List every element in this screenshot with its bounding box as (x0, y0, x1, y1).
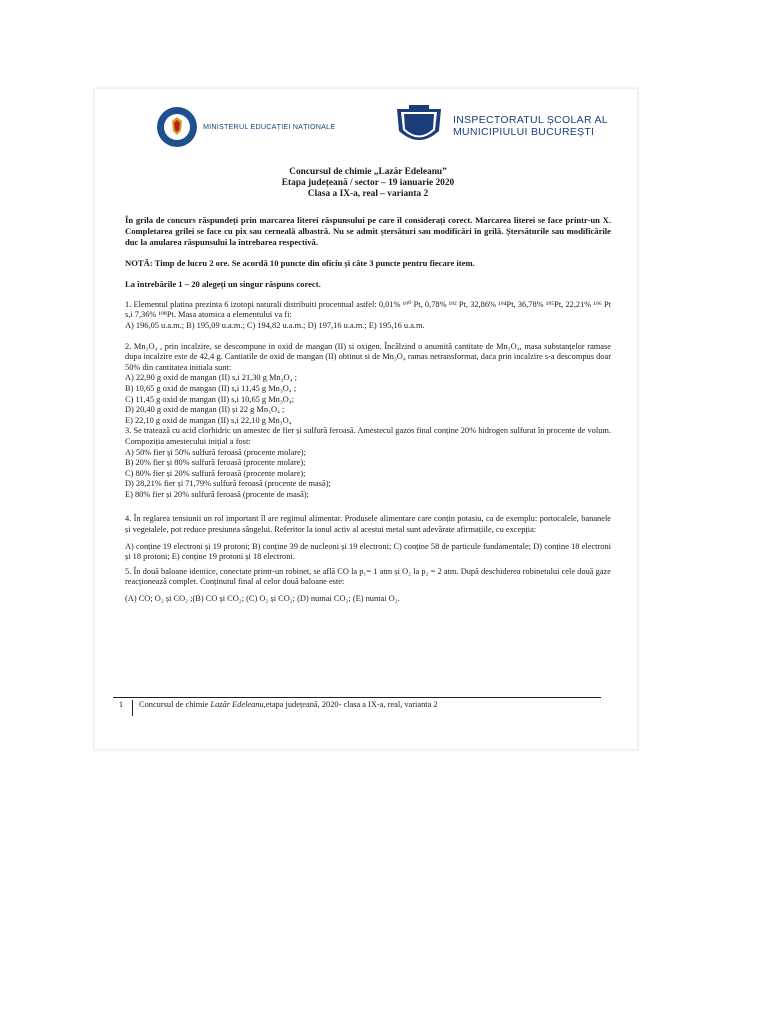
exam-class: Clasa a IX-a, real – varianta 2 (307, 189, 429, 200)
question-1-options: A) 196,05 u.a.m.; B) 195,09 u.a.m.; C) 194,82 u.a.m.; D) 197,16 u.a.m.; E) 195,16 u.a.m. (125, 320, 425, 330)
government-crest-icon (155, 105, 199, 149)
question-4-text: 4. În reglarea tensiunii un rol important îl are regimul alimentar. Produsele alimentare care conțin potasiu, ca de exemplu: portocalele, bananele și vegetalele, pot reduce presiunea sângelui. Referitor la ionul activ al acestui metal sunt adevărate afirmațiile, cu excepția: (125, 514, 611, 535)
page-content (125, 99, 611, 605)
ministry-name: MINISTERUL EDUCAȚIEI NAȚIONALE (203, 121, 336, 131)
exam-stage: Etapa județeană / sector – 19 ianuarie 2020 (281, 178, 455, 189)
instructions-paragraph: În grila de concurs răspundeți prin marcarea literei răspunsului pe care îl considerați corect. Marcarea literei se face printr-un X. Completarea grilei se face cu pix sau cerneală albastră. Nu se admit ștersături sau modificări în grilă. Ștersăturile sau modificările duc la anularea răspunsului la întrebarea respectivă. (125, 214, 611, 247)
inspectorate-line-1: INSPECTORATUL ȘCOLAR AL (453, 113, 608, 126)
question-2-option-b: B) 10,65 g oxid de mangan (II) s,i 11,45 g Mn₃O₄ ; (125, 383, 297, 393)
question-2-option-d: D) 20,40 g oxid de mangan (II) și 22 g Mn₃O₄ ; (125, 405, 285, 415)
question-1 (125, 300, 611, 332)
intro-line: La întrebările 1 – 20 alegeți un singur răspuns corect. (125, 279, 321, 290)
document-page (94, 88, 638, 750)
footer-prefix: Concursul de chimie (139, 700, 211, 709)
question-3-option-c: C) 80% fier și 20% sulfură feroasă (procente molare); (125, 468, 306, 478)
inspectorate-line-2: MUNICIPIULUI BUCUREȘTI (453, 126, 595, 138)
question-1-text: 1. Elementul platina prezinta 6 izotopi naturali distribuiti procentual astfel: 0,01% ¹⁹⁰ Pt, 0,78% ¹⁹² Pt, 32,86% ¹⁹⁴Pt, 36,78% ¹⁹⁵Pt, 22,21% ¹⁹⁶ Pt s,i 7,36% ¹⁹⁸Pt. Masa atomica a elementului va fi: (125, 299, 611, 320)
exam-heading (125, 167, 611, 201)
question-2-option-c: C) 11,45 g oxid de mangan (II) s,i 10,65 g Mn₃O₄; (125, 394, 295, 404)
question-2 (125, 342, 611, 427)
header-logos (125, 99, 611, 161)
question-3-option-d: D) 28,21% fier și 71,79% sulfură feroasă (procente de masă); (125, 479, 331, 489)
footer-suffix: ,etapa județeană, 2020- clasa a IX-a, real, varianta 2 (263, 700, 438, 709)
footer-italic: Lazăr Edeleanu (210, 700, 264, 709)
ministry-logo-block (155, 105, 335, 149)
question-5 (125, 567, 611, 605)
nota-paragraph: NOTĂ: Timp de lucru 2 ore. Se acordă 10 puncte din oficiu și câte 3 puncte pentru fiecare item. (125, 257, 475, 268)
inspectorate-name (453, 114, 608, 139)
question-3 (125, 426, 611, 500)
question-3-option-b: B) 20% fier și 80% sulfură feroasă (procente molare); (125, 458, 306, 468)
page-footer (113, 697, 601, 716)
inspectorate-logo-block (393, 103, 608, 149)
question-2-option-e: E) 22,10 g oxid de mangan (II) s,i 22,10 g Mn₃O₄ (125, 415, 292, 425)
question-2-option-a: A) 22,90 g oxid de mangan (II) s,i 21,30 g Mn₃O₄ ; (125, 373, 297, 383)
footer-text (133, 700, 438, 709)
question-5-options: (A) CO; O₂ și CO₂ ;(B) CO și CO₂; (C) O₂ și CO₂; (D) numai CO₂; (E) numai O₂. (125, 594, 400, 604)
question-4 (125, 514, 611, 562)
exam-title: Concursul de chimie „Lazăr Edeleanu” (289, 167, 447, 177)
question-3-text: 3. Se tratează cu acid clorhidric un amestec de fier și sulfură feroasă. Amestecul gazos final conține 20% hidrogen sulfurat în procente de volum. Compoziția amestecului inițial a fost: (125, 426, 611, 446)
question-2-text: 2. Mn₃O₄ , prin incalzire, se descompune in oxid de mangan (II) si oxigen. Încălzind o anumită cantitate de Mn₃O₄, masa substanțelor ramase dupa incalzire este de 42,4 g. Cantiatile de oxid de mangan (II) obtinut si de Mn₃O₄ ramas netransformat, daca prin incalzire s-a descompus doar 50% din cantitatea initiala sunt: (125, 341, 611, 372)
ismb-shield-icon (393, 103, 445, 149)
question-4-options: A) conține 19 electroni și 19 protoni; B) conține 39 de nucleoni și 19 electroni; C) conține 58 de particule fundamentale; D) conține 18 electroni și 18 protoni; E) conține 19 protoni și 18 electroni. (125, 541, 611, 562)
page-number: 1 (113, 700, 133, 716)
question-3-option-a: A) 50% fier și 50% sulfură feroasă (procente molare); (125, 447, 306, 457)
question-3-option-e: E) 80% fier și 20% sulfură feroasă (procente de masă); (125, 489, 309, 499)
question-5-text: 5. În două baloane identice, conectate printr-un robinet, se află CO la p₁= 1 atm și O₂ la p₂ = 2 atm. După deschiderea robinetului cele două gaze reacționează complet. Conținutul final al celor două baloane este: (125, 566, 611, 587)
